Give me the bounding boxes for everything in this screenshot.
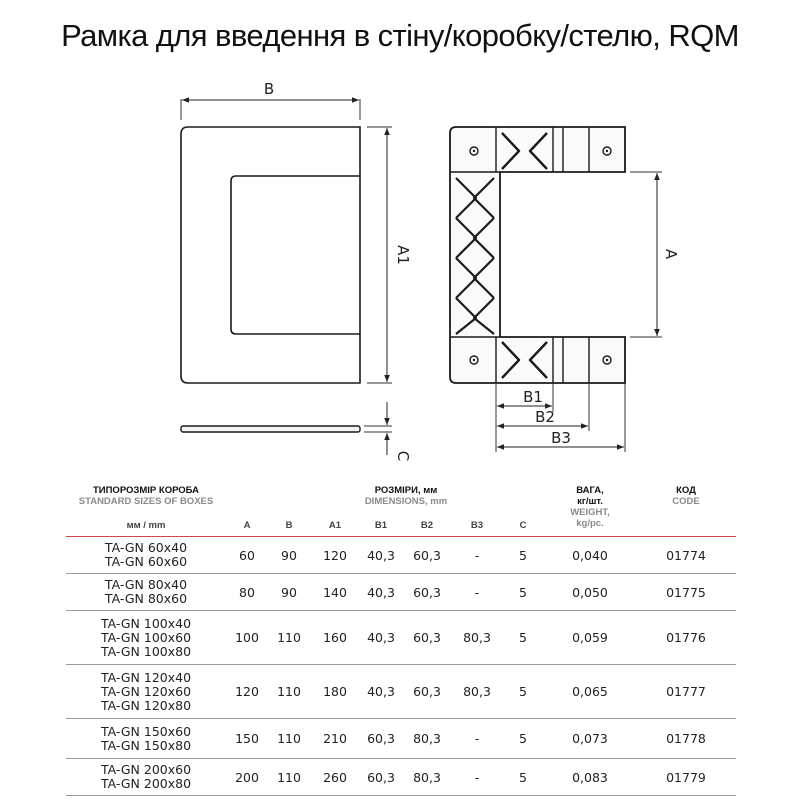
value-b2: 60,3 [402,574,452,611]
dim-c-label: C [394,450,412,462]
value-a1: 160 [310,611,360,665]
value-b: 110 [268,759,310,796]
assembly-view [450,127,680,452]
value-b2: 80,3 [402,719,452,759]
col-c: C [519,519,527,531]
value-weight: 0,059 [544,611,636,665]
size-cell: TA-GN 150x60 TA-GN 150x80 [66,719,226,759]
value-b: 110 [268,665,310,719]
value-code: 01775 [636,574,736,611]
size-cell: TA-GN 80x40 TA-GN 80x60 [66,574,226,611]
value-c: 5 [502,611,544,665]
value-c: 5 [502,537,544,574]
value-code: 01776 [636,611,736,665]
front-view [181,80,412,383]
col-b1: B1 [374,519,388,531]
dim-b3-label: B3 [551,429,571,447]
spec-table [66,478,736,796]
value-a1: 260 [310,759,360,796]
col-b2: B2 [420,519,434,531]
col-a: A [243,519,251,531]
value-a: 120 [226,665,268,719]
value-weight: 0,040 [544,537,636,574]
value-b1: 40,3 [360,537,402,574]
col-a1: A1 [328,519,342,531]
value-b1: 60,3 [360,759,402,796]
value-b: 110 [268,611,310,665]
col-b3: B3 [470,519,484,531]
value-a1: 210 [310,719,360,759]
value-b3: 80,3 [452,665,502,719]
assembly-outline [450,127,625,383]
value-b1: 40,3 [360,665,402,719]
value-code: 01777 [636,665,736,719]
value-code: 01779 [636,759,736,796]
value-b2: 60,3 [402,537,452,574]
value-weight: 0,050 [544,574,636,611]
value-b3: 80,3 [452,611,502,665]
value-b2: 60,3 [402,611,452,665]
table-row [66,719,736,759]
value-a: 60 [226,537,268,574]
value-b: 90 [268,574,310,611]
value-a1: 120 [310,537,360,574]
header-dimensions: РОЗМІРИ, мм DIMENSIONS, mm [364,485,448,507]
value-b1: 60,3 [360,719,402,759]
value-code: 01778 [636,719,736,759]
table-row [66,537,736,574]
value-b1: 40,3 [360,611,402,665]
value-weight: 0,083 [544,759,636,796]
value-c: 5 [502,574,544,611]
page-title: Рамка для введення в стіну/коробку/стелю, RQM [61,18,739,53]
frame-outline [181,127,360,383]
value-c: 5 [502,665,544,719]
value-b2: 80,3 [402,759,452,796]
table-row [66,759,736,796]
value-b3: - [452,719,502,759]
col-b: B [285,519,293,531]
value-weight: 0,065 [544,665,636,719]
size-cell: TA-GN 100x40 TA-GN 100x60 TA-GN 100x80 [66,611,226,665]
dim-a1-label: A1 [394,245,412,265]
header-weight: ВАГА, кг/шт. WEIGHT, kg/pc. [570,485,610,529]
table-row [66,611,736,665]
value-b3: - [452,574,502,611]
header-code: КОД CODE [672,485,700,507]
dim-b-label: B [263,80,275,98]
dim-b1-label: B1 [523,388,543,406]
value-weight: 0,073 [544,719,636,759]
value-code: 01774 [636,537,736,574]
value-b3: - [452,759,502,796]
value-c: 5 [502,759,544,796]
header-units: мм / mm [126,519,166,531]
dim-b2-label: B2 [535,408,555,426]
value-b3: - [452,537,502,574]
table-row [66,665,736,719]
side-view [181,402,412,461]
plate-thickness [181,426,360,432]
value-a: 100 [226,611,268,665]
value-b1: 40,3 [360,574,402,611]
size-cell: TA-GN 200x60 TA-GN 200x80 [66,759,226,796]
value-b: 90 [268,537,310,574]
value-b2: 60,3 [402,665,452,719]
header-sizes: ТИПОРОЗМІР КОРОБА STANDARD SIZES OF BOXES [78,485,214,507]
value-b: 110 [268,719,310,759]
table-row [66,574,736,611]
value-a: 200 [226,759,268,796]
size-cell: TA-GN 120x40 TA-GN 120x60 TA-GN 120x80 [66,665,226,719]
size-cell: TA-GN 60x40 TA-GN 60x60 [66,537,226,574]
value-c: 5 [502,719,544,759]
dim-a-label: A [662,248,680,260]
value-a1: 140 [310,574,360,611]
value-a1: 180 [310,665,360,719]
value-a: 80 [226,574,268,611]
value-a: 150 [226,719,268,759]
